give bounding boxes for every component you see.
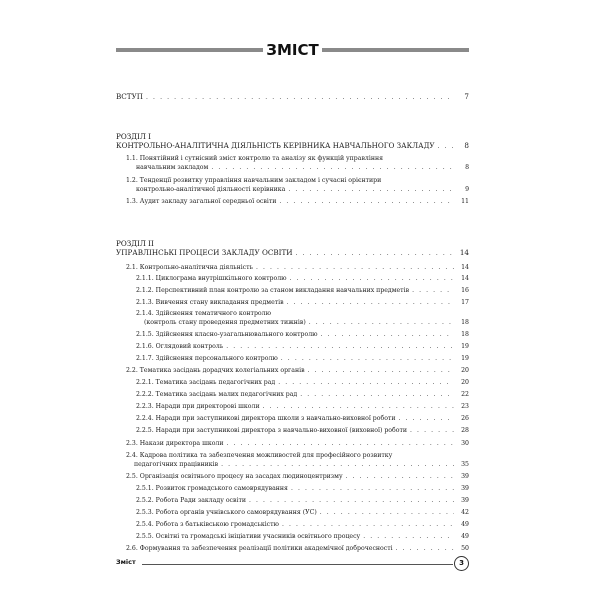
footer-label: Зміст: [116, 558, 136, 566]
leader-dots: [226, 440, 454, 448]
toc-entry-section-1[interactable]: КОНТРОЛЬНО-АНАЛІТИЧНА ДІЯЛЬНІСТЬ КЕРІВНИКА НАВЧАЛЬНОГО ЗАКЛАДУ . . . 8: [116, 141, 469, 151]
leader-dots: [249, 497, 454, 505]
toc-entry-2-5-2[interactable]: 2.5.2. Робота Ради закладу освіти . . . 39: [136, 497, 469, 505]
toc-entry-2-1[interactable]: 2.1. Контрольно-аналітична діяльність . . . 14: [126, 264, 469, 272]
toc-entry-2-6[interactable]: 2.6. Формування та забезпечення реалізації політики академічної доброчесності . . . 50: [126, 545, 469, 553]
leader-dots: [296, 249, 454, 258]
section-2-label: РОЗДІЛ ІІ: [116, 239, 154, 248]
leader-dots: [346, 473, 454, 481]
toc-entry-1-1[interactable]: навчальним закладом . . . 8: [136, 164, 469, 172]
leader-dots: [146, 93, 454, 102]
leader-dots: [412, 287, 454, 295]
toc-entry-2-5[interactable]: 2.5. Організація освітнього процесу на засадах людиноцентризму . . . 39: [126, 473, 469, 481]
toc-entry-2-1-1[interactable]: 2.1.1. Циклограма внутрішкільного контролю . . . 14: [136, 275, 469, 283]
leader-dots: [256, 264, 454, 272]
toc-entry-2-1-4-line1[interactable]: 2.1.4. Здійснення тематичного контролю: [136, 310, 271, 317]
toc-entry-1-2-line1[interactable]: 1.2. Тенденції розвитку управління навчальним закладом і сучасні орієнтири: [126, 177, 382, 184]
page-number-badge: 3: [454, 556, 469, 571]
leader-dots: [309, 319, 454, 327]
toc-entry-2-2-1[interactable]: 2.2.1. Тематика засідань педагогічних рад . . . 20: [136, 379, 469, 387]
leader-dots: [320, 509, 454, 517]
toc-entry-2-1-2[interactable]: 2.1.2. Перспективний план контролю за станом викладання навчальних предметів . . . 16: [136, 287, 469, 295]
leader-dots: [290, 275, 454, 283]
leader-dots: [398, 415, 454, 423]
leader-dots: [221, 461, 454, 469]
leader-dots: [287, 299, 454, 307]
toc-entry-2-5-1[interactable]: 2.5.1. Розвиток громадського самоврядування . . . 39: [136, 485, 469, 493]
toc-entry-intro[interactable]: ВСТУП . . . 7: [116, 92, 469, 102]
leader-dots: [282, 521, 454, 529]
toc-entry-1-2[interactable]: контрольно-аналітичної діяльності керівника . . . 9: [136, 186, 469, 194]
page-title: ЗМІСТ: [266, 41, 319, 59]
leader-dots: [279, 198, 454, 206]
toc-entry-2-5-3[interactable]: 2.5.3. Робота органів учнівського самоврядування (УС) . . . 42: [136, 509, 469, 517]
header-rule-left: [116, 48, 263, 52]
leader-dots: [321, 331, 454, 339]
leader-dots: [263, 403, 454, 411]
leader-dots: [211, 164, 454, 172]
footer-rule: [142, 564, 453, 565]
header-rule-right: [322, 48, 469, 52]
leader-dots: [410, 427, 454, 435]
page-footer: [116, 556, 469, 572]
leader-dots: [291, 485, 454, 493]
contents-header: [116, 39, 469, 61]
toc-entry-2-1-6[interactable]: 2.1.6. Оглядовий контроль . . . 19: [136, 343, 469, 351]
toc-entry-2-4[interactable]: педагогічних працівників . . . 35: [134, 461, 469, 469]
toc-entry-section-2[interactable]: УПРАВЛІНСЬКІ ПРОЦЕСИ ЗАКЛАДУ ОСВІТИ . . . 14: [116, 248, 469, 258]
toc-entry-2-1-7[interactable]: 2.1.7. Здійснення персонального контролю . . . 19: [136, 355, 469, 363]
toc-entry-2-2-2[interactable]: 2.2.2. Тематика засідань малих педагогічних рад . . . 22: [136, 391, 469, 399]
toc-entry-2-2-3[interactable]: 2.2.3. Наради при директорові школи . . . 23: [136, 403, 469, 411]
toc-entry-2-1-4[interactable]: (контроль стану проведення предметних тижнів) . . . 18: [144, 319, 469, 327]
leader-dots: [363, 533, 454, 541]
leader-dots: [308, 367, 454, 375]
leader-dots: [281, 355, 454, 363]
toc-entry-2-1-5[interactable]: 2.1.5. Здійснення класно-узагальнювального контролю . . . 18: [136, 331, 469, 339]
toc-entry-1-1-line1[interactable]: 1.1. Понятійний і сутнісний зміст контролю та аналізу як функцій управління: [126, 155, 383, 162]
toc-entry-2-2[interactable]: 2.2. Тематика засідань дорадчих колегіальних органів . . . 20: [126, 367, 469, 375]
toc-entry-2-5-4[interactable]: 2.5.4. Робота з батьківською громадськістю . . . 49: [136, 521, 469, 529]
toc-entry-2-3[interactable]: 2.3. Накази директора школи . . . 30: [126, 440, 469, 448]
toc-entry-2-2-4[interactable]: 2.2.4. Наради при заступникові директора школи з навчально-виховної роботи . . . 26: [136, 415, 469, 423]
toc-entry-2-1-3[interactable]: 2.1.3. Вивчення стану викладання предметів . . . 17: [136, 299, 469, 307]
leader-dots: [278, 379, 454, 387]
leader-dots: [226, 343, 454, 351]
leader-dots: [288, 186, 454, 194]
leader-dots: [438, 142, 454, 151]
leader-dots: [300, 391, 454, 399]
toc-entry-2-2-5[interactable]: 2.2.5. Наради при заступникові директора з навчально-виховної (виховної) роботи . . . 28: [136, 427, 469, 435]
leader-dots: [396, 545, 454, 553]
toc-entry-2-4-line1[interactable]: 2.4. Кадрова політика та забезпечення можливостей для професійного розвитку: [126, 452, 393, 459]
toc-entry-2-5-5[interactable]: 2.5.5. Освітні та громадські ініціативи учасників освітнього процесу . . . 49: [136, 533, 469, 541]
section-1-label: РОЗДІЛ І: [116, 132, 152, 141]
toc-entry-1-3[interactable]: 1.3. Аудит закладу загальної середньої освіти . . . 11: [126, 198, 469, 206]
